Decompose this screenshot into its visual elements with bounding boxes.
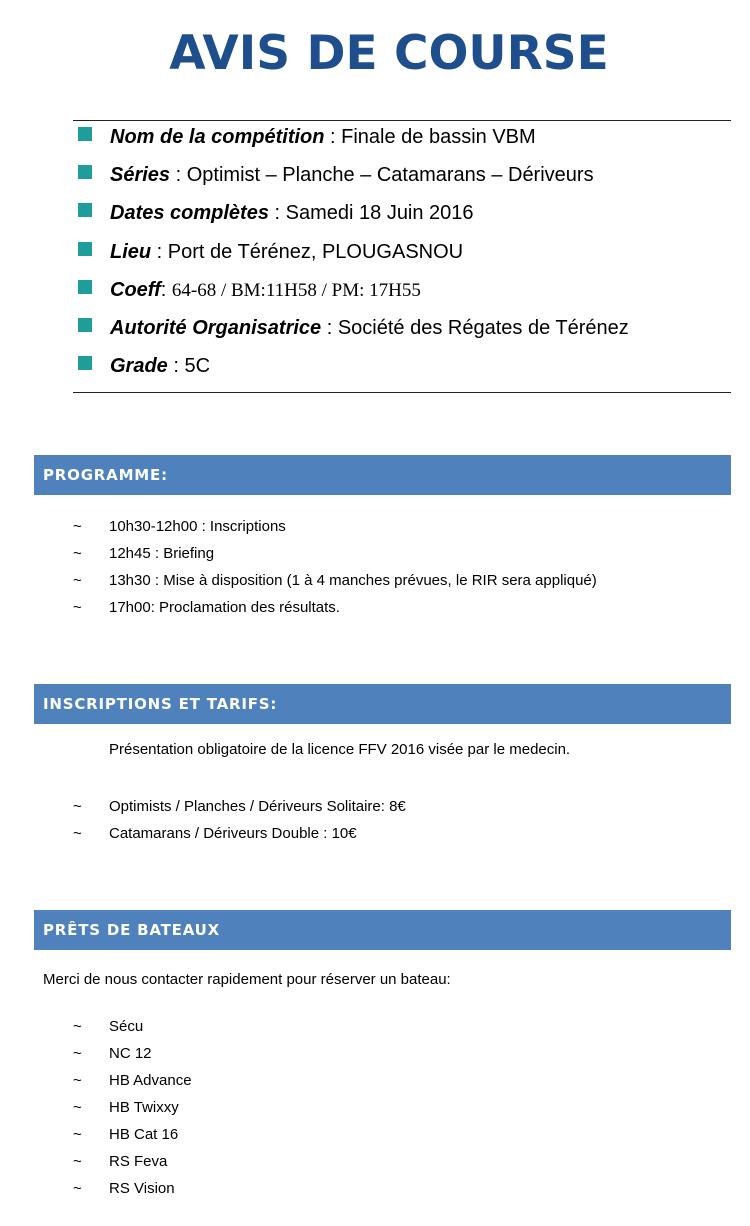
- prets-list: [0, 1013, 750, 1202]
- info-label: Nom de la compétition: [110, 126, 325, 148]
- info-item-dates: Dates complètes : Samedi 18 Juin 2016: [0, 194, 750, 232]
- programme-heading: PROGRAMME:: [34, 455, 731, 495]
- tilde-bullet-icon: ~: [73, 518, 82, 535]
- list-item: ~ NC 12: [0, 1040, 750, 1067]
- info-value: Samedi 18 Juin 2016: [285, 202, 474, 225]
- info-item-grade: Grade : 5C: [0, 347, 750, 385]
- info-value: Société des Régates de Térénez: [337, 316, 629, 339]
- info-label: Lieu: [110, 240, 152, 263]
- inscriptions-list: [0, 793, 750, 847]
- square-bullet-icon: [78, 127, 92, 141]
- tilde-bullet-icon: ~: [73, 1018, 82, 1035]
- bottom-divider: [73, 392, 731, 393]
- info-item-competition: Nom de la compétition : Finale de bassin VBM: [0, 118, 750, 156]
- info-label: Dates complètes: [110, 202, 269, 225]
- info-value: Optimist – Planche – Catamarans – Dériveurs: [186, 164, 594, 187]
- square-bullet-icon: [78, 165, 92, 179]
- square-bullet-icon: [78, 203, 92, 217]
- tilde-bullet-icon: ~: [73, 825, 82, 842]
- info-item-autorite: Autorité Organisatrice : Société des Régates de Térénez: [0, 309, 750, 347]
- info-label: Séries: [110, 164, 171, 187]
- list-item: ~ 12h45 : Briefing: [0, 540, 750, 567]
- info-label: Coeff: [110, 278, 161, 301]
- info-list: [0, 118, 750, 385]
- list-item: ~ RS Vision: [0, 1175, 750, 1202]
- list-item: ~ Sécu: [0, 1013, 750, 1040]
- tilde-bullet-icon: ~: [73, 1153, 82, 1170]
- square-bullet-icon: [78, 280, 92, 294]
- tilde-bullet-icon: ~: [73, 1072, 82, 1089]
- list-item: ~ Catamarans / Dériveurs Double : 10€: [0, 820, 750, 847]
- prets-heading: PRÊTS DE BATEAUX: [34, 910, 731, 950]
- list-item: ~ HB Advance: [0, 1067, 750, 1094]
- list-item: ~ HB Twixxy: [0, 1094, 750, 1121]
- info-label: Grade: [110, 355, 168, 378]
- tilde-bullet-icon: ~: [73, 798, 82, 815]
- prets-intro: Merci de nous contacter rapidement pour réserver un bateau:: [43, 971, 451, 988]
- info-item-coeff: Coeff: 64-68 / BM:11H58 / PM: 17H55: [0, 271, 750, 309]
- inscriptions-note: Présentation obligatoire de la licence FFV 2016 visée par le medecin.: [109, 741, 571, 758]
- info-value: Port de Térénez, PLOUGASNOU: [167, 240, 464, 263]
- programme-list: [0, 513, 750, 621]
- tilde-bullet-icon: ~: [73, 599, 82, 616]
- inscriptions-heading: INSCRIPTIONS ET TARIFS:: [34, 684, 731, 724]
- info-value: Finale de bassin VBM: [341, 126, 536, 148]
- tilde-bullet-icon: ~: [73, 1180, 82, 1197]
- info-item-series: Séries : Optimist – Planche – Catamarans – Dériveurs: [0, 156, 750, 194]
- page-title: AVIS DE COURSE: [169, 26, 609, 81]
- tilde-bullet-icon: ~: [73, 545, 82, 562]
- square-bullet-icon: [78, 242, 92, 256]
- tilde-bullet-icon: ~: [73, 1126, 82, 1143]
- list-item: ~ 10h30-12h00 : Inscriptions: [0, 513, 750, 540]
- info-label: Autorité Organisatrice: [110, 316, 322, 339]
- square-bullet-icon: [78, 356, 92, 370]
- list-item: ~ 17h00: Proclamation des résultats.: [0, 594, 750, 621]
- square-bullet-icon: [78, 318, 92, 332]
- info-value: 5C: [184, 355, 211, 378]
- list-item: ~ HB Cat 16: [0, 1121, 750, 1148]
- list-item: ~ 13h30 : Mise à disposition (1 à 4 manches prévues, le RIR sera appliqué): [0, 567, 750, 594]
- tilde-bullet-icon: ~: [73, 572, 82, 589]
- list-item: ~ Optimists / Planches / Dériveurs Solitaire: 8€: [0, 793, 750, 820]
- tilde-bullet-icon: ~: [73, 1099, 82, 1116]
- list-item: ~ RS Feva: [0, 1148, 750, 1175]
- info-item-lieu: Lieu : Port de Térénez, PLOUGASNOU: [0, 233, 750, 271]
- tilde-bullet-icon: ~: [73, 1045, 82, 1062]
- info-value: 64-68 / BM:11H58 / PM: 17H55: [171, 279, 421, 301]
